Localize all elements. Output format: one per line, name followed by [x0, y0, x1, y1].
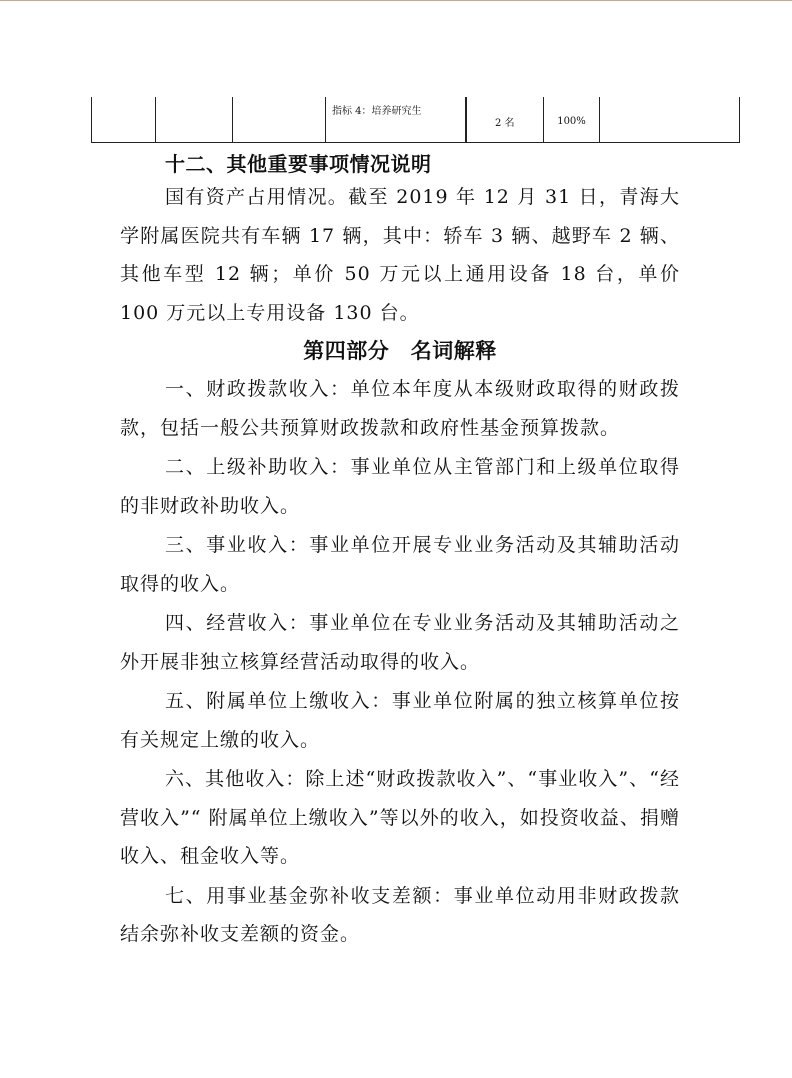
table-cell-percent: 100%: [544, 97, 600, 143]
part-heading: 第四部分 名词解释: [303, 339, 497, 363]
section-heading: 十二、其他重要事项情况说明: [165, 152, 432, 176]
definition-item: 六、其他收入：除上述“财政拨款收入”、“事业收入”、“经营收入”“ 附属单位上缴收入”等以外的收入，如投资收益、捐赠收入、租金收入等。: [120, 768, 680, 867]
definition-item: 三、事业收入：事业单位开展专业业务活动及其辅助活动取得的收入。: [120, 534, 680, 595]
table-cell-empty: [233, 97, 326, 143]
table-cell-empty: [600, 97, 740, 143]
definition-item: 二、上级补助收入：事业单位从主管部门和上级单位取得的非财政补助收入。: [120, 456, 680, 517]
page-top-rule: [0, 0, 792, 1]
definition-item: 五、附属单位上缴收入：事业单位附属的独立核算单位按有关规定上缴的收入。: [120, 690, 680, 751]
table-cell-indicator: 指标 4：培养研究生: [326, 97, 466, 143]
definition-item: 一、财政拨款收入：单位本年度从本级财政取得的财政拨款，包括一般公共预算财政拨款和政府性基金预算拨款。: [120, 378, 680, 439]
section-paragraph: 国有资产占用情况。截至 2019 年 12 月 31 日，青海大学附属医院共有车辆 17 辆，其中：轿车 3 辆、越野车 2 辆、其他车型 12 辆；单价 50 万元以上通用设备 18 台，单价 100 万元以上专用设备 130 台。: [120, 186, 680, 324]
table-cell-empty: [156, 97, 233, 143]
table-row: [92, 97, 740, 143]
definition-item: 七、用事业基金弥补收支差额：事业单位动用非财政拨款结余弥补收支差额的资金。: [120, 884, 680, 945]
definitions-list: [120, 370, 680, 954]
definition-item: 四、经营收入：事业单位在专业业务活动及其辅助活动之外开展非独立核算经营活动取得的收入。: [120, 612, 680, 673]
page-body: [120, 150, 680, 955]
table-cell-empty: [92, 97, 156, 143]
performance-table-fragment: [91, 97, 740, 143]
table-cell-quantity: 2 名: [466, 97, 544, 143]
